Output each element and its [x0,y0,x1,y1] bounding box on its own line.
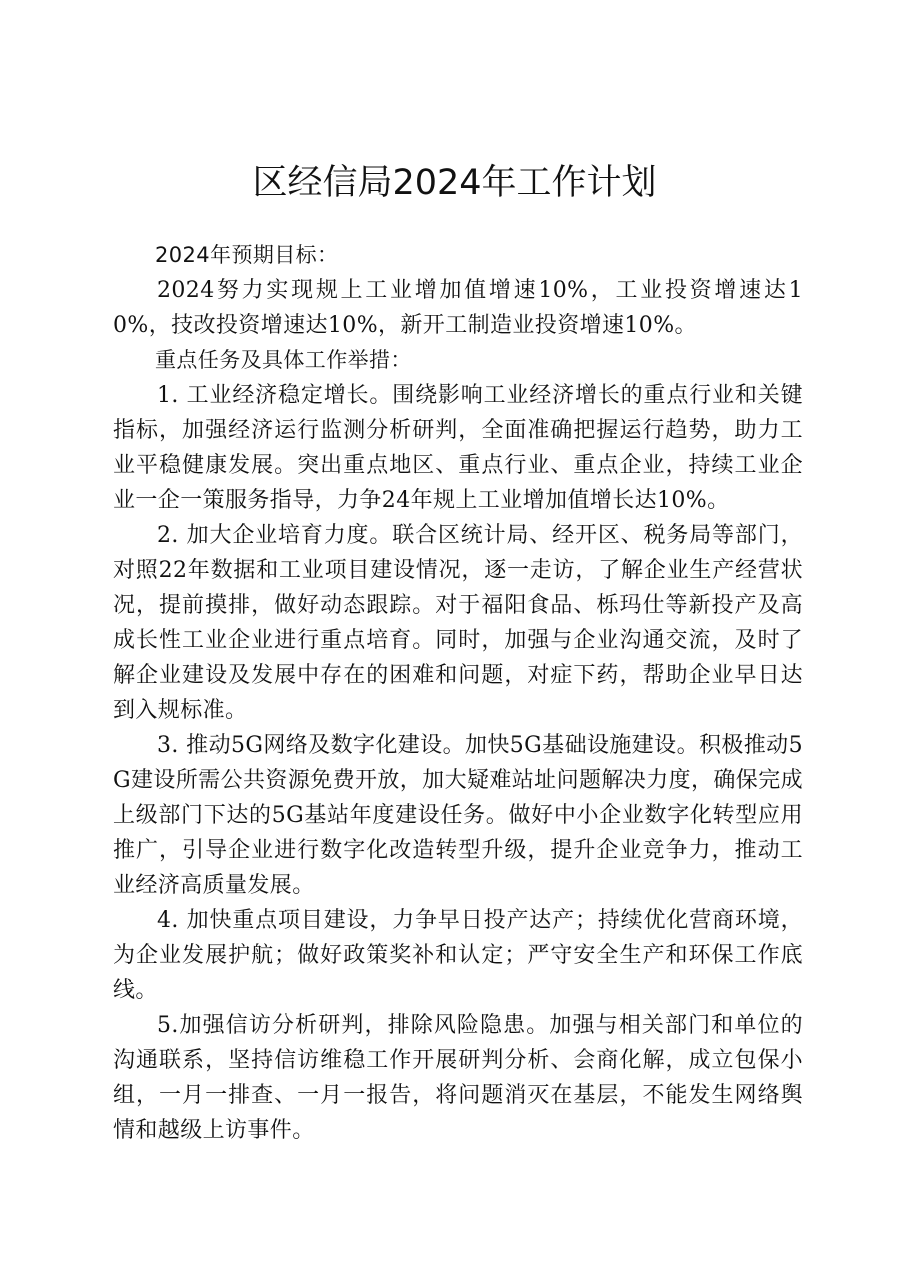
document-title: 区经信局2024年工作计划 [252,163,657,203]
task-item-4: 4. 加快重点项目建设，力争早日投产达产；持续优化营商环境，为企业发展护航；做好政策奖补和认定；严守安全生产和环保工作底线。 [113,908,803,1003]
tasks-heading: 重点任务及具体工作举措： [155,348,412,372]
task-item-5: 5.加强信访分析研判，排除风险隐患。加强与相关部门和单位的沟通联系，坚持信访维稳工作开展研判分析、会商化解，成立包保小组，一月一排查、一月一报告，将问题消灭在基层，不能发生网络舆情和越级上访事件。 [113,1013,803,1143]
document-body [113,238,803,1148]
task-item-3: 3. 推动5G网络及数字化建设。加快5G基础设施建设。积极推动5G建设所需公共资源免费开放，加大疑难站址问题解决力度，确保完成上级部门下达的5G基站年度建设任务。做好中小企业数字化转型应用推广，引导企业进行数字化改造转型升级，提升企业竞争力，推动工业经济高质量发展。 [113,733,803,898]
goals-text: 2024努力实现规上工业增加值增速10%，工业投资增速达10%，技改投资增速达10%，新开工制造业投资增速10%。 [113,278,803,338]
task-item-2: 2. 加大企业培育力度。联合区统计局、经开区、税务局等部门，对照22年数据和工业项目建设情况，逐一走访，了解企业生产经营状况，提前摸排，做好动态跟踪。对于福阳食品、栎玛仕等新投产及高成长性工业企业进行重点培育。同时，加强与企业沟通交流，及时了解企业建设及发展中存在的困难和问题，对症下药，帮助企业早日达到入规标准。 [113,523,803,723]
task-item-1: 1. 工业经济稳定增长。围绕影响工业经济增长的重点行业和关键指标，加强经济运行监测分析研判，全面准确把握运行趋势，助力工业平稳健康发展。突出重点地区、重点行业、重点企业，持续工业企业一企一策服务指导，力争24年规上工业增加值增长达10%。 [113,383,803,513]
goals-heading: 2024年预期目标： [155,243,339,267]
